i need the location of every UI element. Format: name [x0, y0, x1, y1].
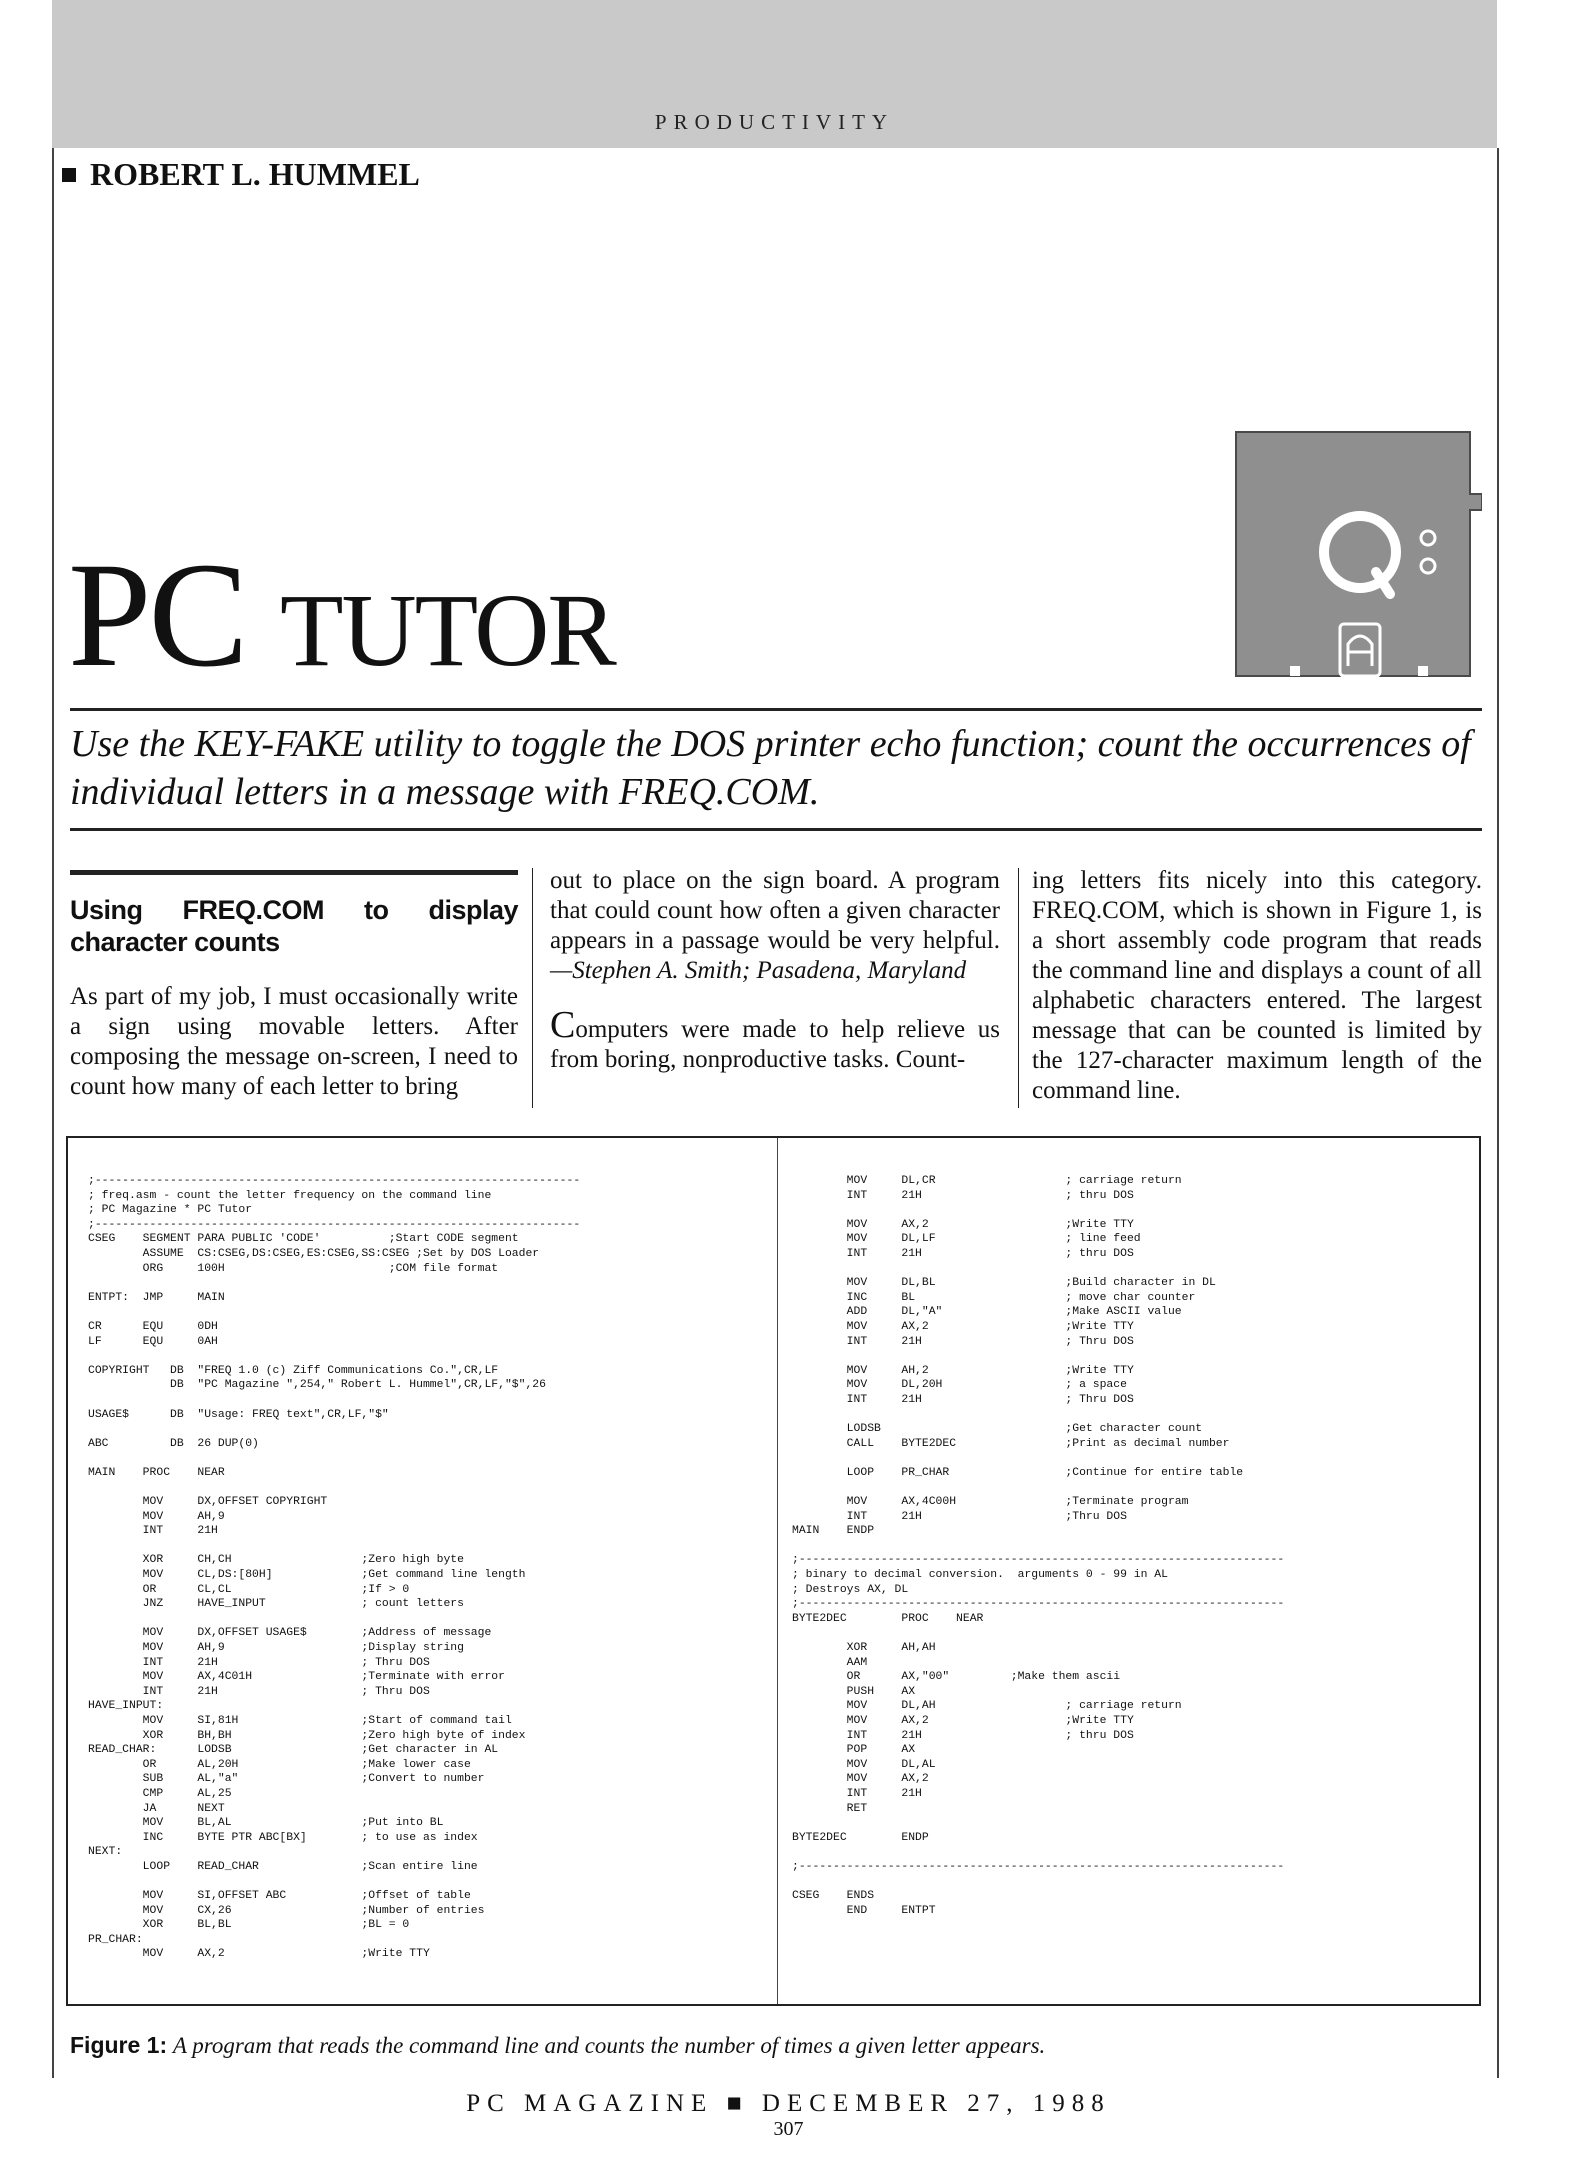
deck-subtitle: Use the KEY-FAKE utility to toggle the DOS printer echo function; count the occurrences of individual letters in a message with FREQ.COM. — [70, 723, 1471, 813]
caption-label: Figure 1: — [70, 2032, 168, 2058]
column-2-text: out to place on the sign board. A program that could count how often a given character appears in a passage would be very helpful. —Stephen A. Smith; Pasadena, Maryland — [550, 867, 1000, 984]
figure-1-code-listing — [66, 1136, 1481, 2006]
code-listing-right: MOV DL,CR ; carriage return INT 21H ; thru DOS MOV AX,2 ;Write TTY MOV DL,LF ; line feed INT 21H ; thru DOS MOV DL,BL ;Build character in DL INC BL ; move char counter ADD DL,"A" ;Make ASCII value MOV AX,2 ;Write TTY INT 21H ; Thru DOS MOV AH,2 ;Write TTY MOV DL,20H ; a space INT 21H ; Thru DOS LODSB ;Get character count CALL BYTE2DEC ;Print as decimal number LOOP PR_CHAR ;Continue for entire table MOV AX,4C00H ;Terminate program INT 21H ;Thru DOS MAIN ENDP ;----------------------------------------------------------------------- ; binary to decimal conversion. arguments 0 - 99 in AL ; Destroys AX, DL ;----------------------------------------------------------------------- BYTE2DEC PROC NEAR XOR AH,AH AAM OR AX,"00" ;Make them ascii PUSH AX MOV DL,AH ; carriage return MOV AX,2 ;Write TTY INT 21H ; thru DOS POP AX MOV DL,AL MOV AX,2 INT 21H RET BYTE2DEC ENDP ;----------------------------------------------------------------------- CSEG ENDS END ENTPT — [792, 1175, 1285, 1917]
section-heading: Using FREQ.COM to display character counts — [70, 895, 518, 957]
floppy-disk-logo-icon — [1230, 428, 1482, 680]
column-divider-2 — [1018, 868, 1019, 1108]
header-band — [52, 0, 1497, 148]
column-3 — [1032, 866, 1482, 1106]
column-1-text: As part of my job, I must occasionally write a sign using movable letters. After composing the message on-screen, I need to count how many of each letter to bring — [70, 983, 518, 1100]
page-title — [68, 532, 615, 706]
drop-cap: C — [550, 1004, 576, 1046]
author-name: ROBERT L. HUMMEL — [90, 156, 420, 192]
title-small: TUTOR — [279, 573, 615, 688]
page-frame-left — [52, 148, 54, 2078]
column-1 — [70, 894, 518, 1102]
code-listing-left: ;----------------------------------------------------------------------- ; freq.asm - count the letter frequency on the command line ; PC Magazine * PC Tutor ;----------------------------------------------------------------------- CSEG SEGMENT PARA PUBLIC 'CODE' ;Start CODE segment ASSUME CS:CSEG,DS:CSEG,ES:CSEG,SS:CSEG ;Set by DOS Loader ORG 100H ;COM file format ENTPT: JMP MAIN CR EQU 0DH LF EQU 0AH COPYRIGHT DB "FREQ 1.0 (c) Ziff Communications Co.",CR,LF DB "PC Magazine ",254," Robert L. Hummel",CR,LF,"$",26 USAGE$ DB "Usage: FREQ text",CR,LF,"$" ABC DB 26 DUP(0) MAIN PROC NEAR MOV DX,OFFSET COPYRIGHT MOV AH,9 INT 21H XOR CH,CH ;Zero high byte MOV CL,DS:[80H] ;Get command line length OR CL,CL ;If > 0 JNZ HAVE_INPUT ; count letters MOV DX,OFFSET USAGE$ ;Address of message MOV AH,9 ;Display string INT 21H ; Thru DOS MOV AX,4C01H ;Terminate with error INT 21H ; Thru DOS HAVE_INPUT: MOV SI,81H ;Start of command tail XOR BH,BH ;Zero high byte of index READ_CHAR: LODSB ;Get character in AL OR AL,20H ;Make lower case SUB AL,"a" ;Convert to number CMP AL,25 JA NEXT MOV BL,AL ;Put into BL INC BYTE PTR ABC[BX] ; to use as index NEXT: LOOP READ_CHAR ;Scan entire line MOV SI,OFFSET ABC ;Offset of table MOV CX,26 ;Number of entries XOR BL,BL ;BL = 0 PR_CHAR: MOV AX,2 ;Write TTY — [88, 1175, 581, 1961]
author-byline — [62, 156, 420, 193]
column-2 — [550, 866, 1000, 1075]
letter-signature: —Stephen A. Smith; Pasadena, Maryland — [550, 957, 967, 984]
bullet-square-icon — [62, 168, 76, 182]
caption-text: A program that reads the command line and counts the number of times a given letter appears. — [172, 2033, 1046, 2058]
deck-rule — [70, 828, 1482, 831]
column-divider-1 — [532, 868, 533, 1108]
page-number: 307 — [773, 2118, 804, 2140]
code-column-divider — [777, 1138, 778, 2004]
column-2-text-2: Computers were made to help relieve us from boring, nonproductive tasks. Count- — [550, 1004, 1000, 1073]
footer-magazine: PC MAGAZINE ■ DECEMBER 27, 1988 — [466, 2090, 1111, 2117]
page-frame-right — [1497, 148, 1499, 2078]
section-label: PRODUCTIVITY — [654, 110, 895, 134]
column-3-text: ing letters fits nicely into this category. FREQ.COM, which is shown in Figure 1, is a short assembly code program that reads the command line and displays a count of all alphabetic characters entered. The largest message that can be counted is limited by the 127-character maximum length of the command line. — [1032, 867, 1482, 1104]
title-rule — [70, 708, 1482, 711]
figure-caption — [70, 2032, 1045, 2059]
title-large: PC — [68, 532, 246, 698]
heading-rule — [70, 870, 518, 875]
